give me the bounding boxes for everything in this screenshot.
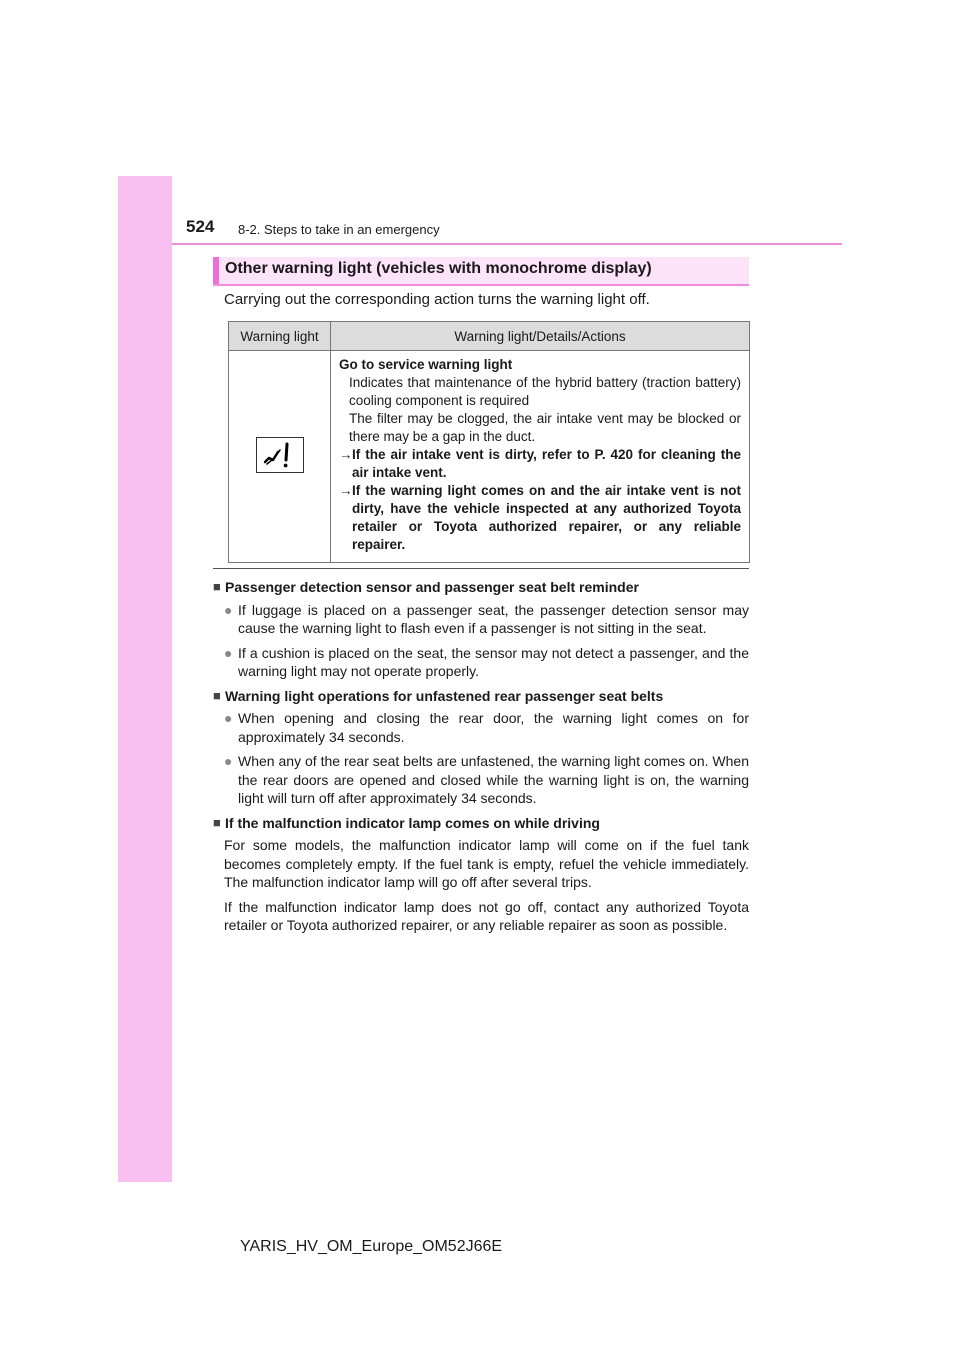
notes bbox=[213, 578, 749, 941]
list-item bbox=[224, 644, 749, 681]
square-bullet-icon: ■ bbox=[213, 579, 221, 594]
document-id: YARIS_HV_OM_Europe_OM52J66E bbox=[240, 1238, 503, 1255]
bullet-dot-icon: ● bbox=[224, 601, 233, 618]
subheading bbox=[213, 578, 749, 597]
header-rule bbox=[172, 243, 842, 245]
square-bullet-icon: ■ bbox=[213, 814, 221, 830]
details-cell bbox=[331, 351, 750, 563]
detail-line: The filter may be clogged, the air intake vent may be blocked or there may be a gap in the duct. bbox=[349, 411, 741, 444]
section-heading bbox=[213, 257, 749, 286]
table-row bbox=[229, 351, 750, 563]
paragraph: For some models, the malfunction indicator lamp will come on if the fuel tank becomes completely empty. If the fuel tank is empty, refuel the vehicle immediately. The malfunction indicator lamp will go off after several trips. bbox=[224, 837, 749, 890]
action-item bbox=[339, 482, 741, 554]
action-text: If the air intake vent is dirty, refer to P. 420 for cleaning the air intake vent. bbox=[352, 447, 741, 480]
subheading bbox=[213, 687, 749, 706]
list-item-text: When opening and closing the rear door, the warning light comes on for approximately 34 seconds. bbox=[238, 710, 749, 745]
col-header-details: Warning light/Details/Actions bbox=[331, 322, 750, 351]
arrow-icon: → bbox=[339, 447, 353, 462]
bullet-dot-icon: ● bbox=[224, 710, 233, 726]
table-header-row bbox=[229, 322, 750, 351]
subheading-text: Passenger detection sensor and passenger seat belt reminder bbox=[225, 579, 639, 595]
list-item-text: When any of the rear seat belts are unfastened, the warning light comes on. When the rear doors are opened and closed while the warning light is on, the warning light will turn off after approximately 34 seconds. bbox=[238, 753, 749, 806]
bullet-dot-icon: ● bbox=[224, 753, 233, 769]
section-intro: Carrying out the corresponding action turns the warning light off. bbox=[224, 291, 650, 308]
service-warning-icon bbox=[256, 437, 304, 473]
paragraph: If the malfunction indicator lamp does not go off, contact any authorized Toyota retailer or Toyota authorized repairer, or any reliable repairer as soon as possible. bbox=[224, 898, 749, 933]
section-heading-bar bbox=[213, 257, 219, 284]
section-separator bbox=[213, 568, 749, 569]
list-item bbox=[224, 752, 749, 808]
list-item bbox=[224, 601, 749, 638]
section-title: Other warning light (vehicles with monochrome display) bbox=[225, 260, 652, 277]
list-item-text: If luggage is placed on a passenger seat, the passenger detection sensor may cause the warning light to flash even if a passenger is not sitting in the seat. bbox=[238, 601, 749, 636]
list-item-text: If a cushion is placed on the seat, the sensor may not detect a passenger, and the warning light may not operate properly. bbox=[238, 644, 749, 679]
warning-title: Go to service warning light bbox=[339, 357, 513, 372]
action-item bbox=[339, 446, 741, 482]
warning-light-table bbox=[228, 321, 750, 563]
bullet-dot-icon: ● bbox=[224, 644, 233, 661]
detail-line: Indicates that maintenance of the hybrid battery (traction battery) cooling component is required bbox=[349, 375, 741, 408]
square-bullet-icon: ■ bbox=[213, 687, 221, 703]
chapter-title: 8-2. Steps to take in an emergency bbox=[238, 222, 440, 237]
icon-cell bbox=[229, 351, 331, 563]
subheading-text: If the malfunction indicator lamp comes on while driving bbox=[225, 814, 600, 831]
list-item bbox=[224, 709, 749, 746]
side-color-band bbox=[118, 176, 172, 1182]
col-header-warning-light: Warning light bbox=[229, 322, 331, 351]
subheading-text: Warning light operations for unfastened rear passenger seat belts bbox=[225, 687, 664, 704]
subheading bbox=[213, 814, 749, 833]
arrow-icon: → bbox=[339, 483, 353, 498]
page-number: 524 bbox=[186, 217, 215, 236]
action-text: If the warning light comes on and the air intake vent is not dirty, have the vehicle inspected at any authorized Toyota retailer or Toyota authorized repairer, or any reliable repairer. bbox=[352, 483, 741, 552]
